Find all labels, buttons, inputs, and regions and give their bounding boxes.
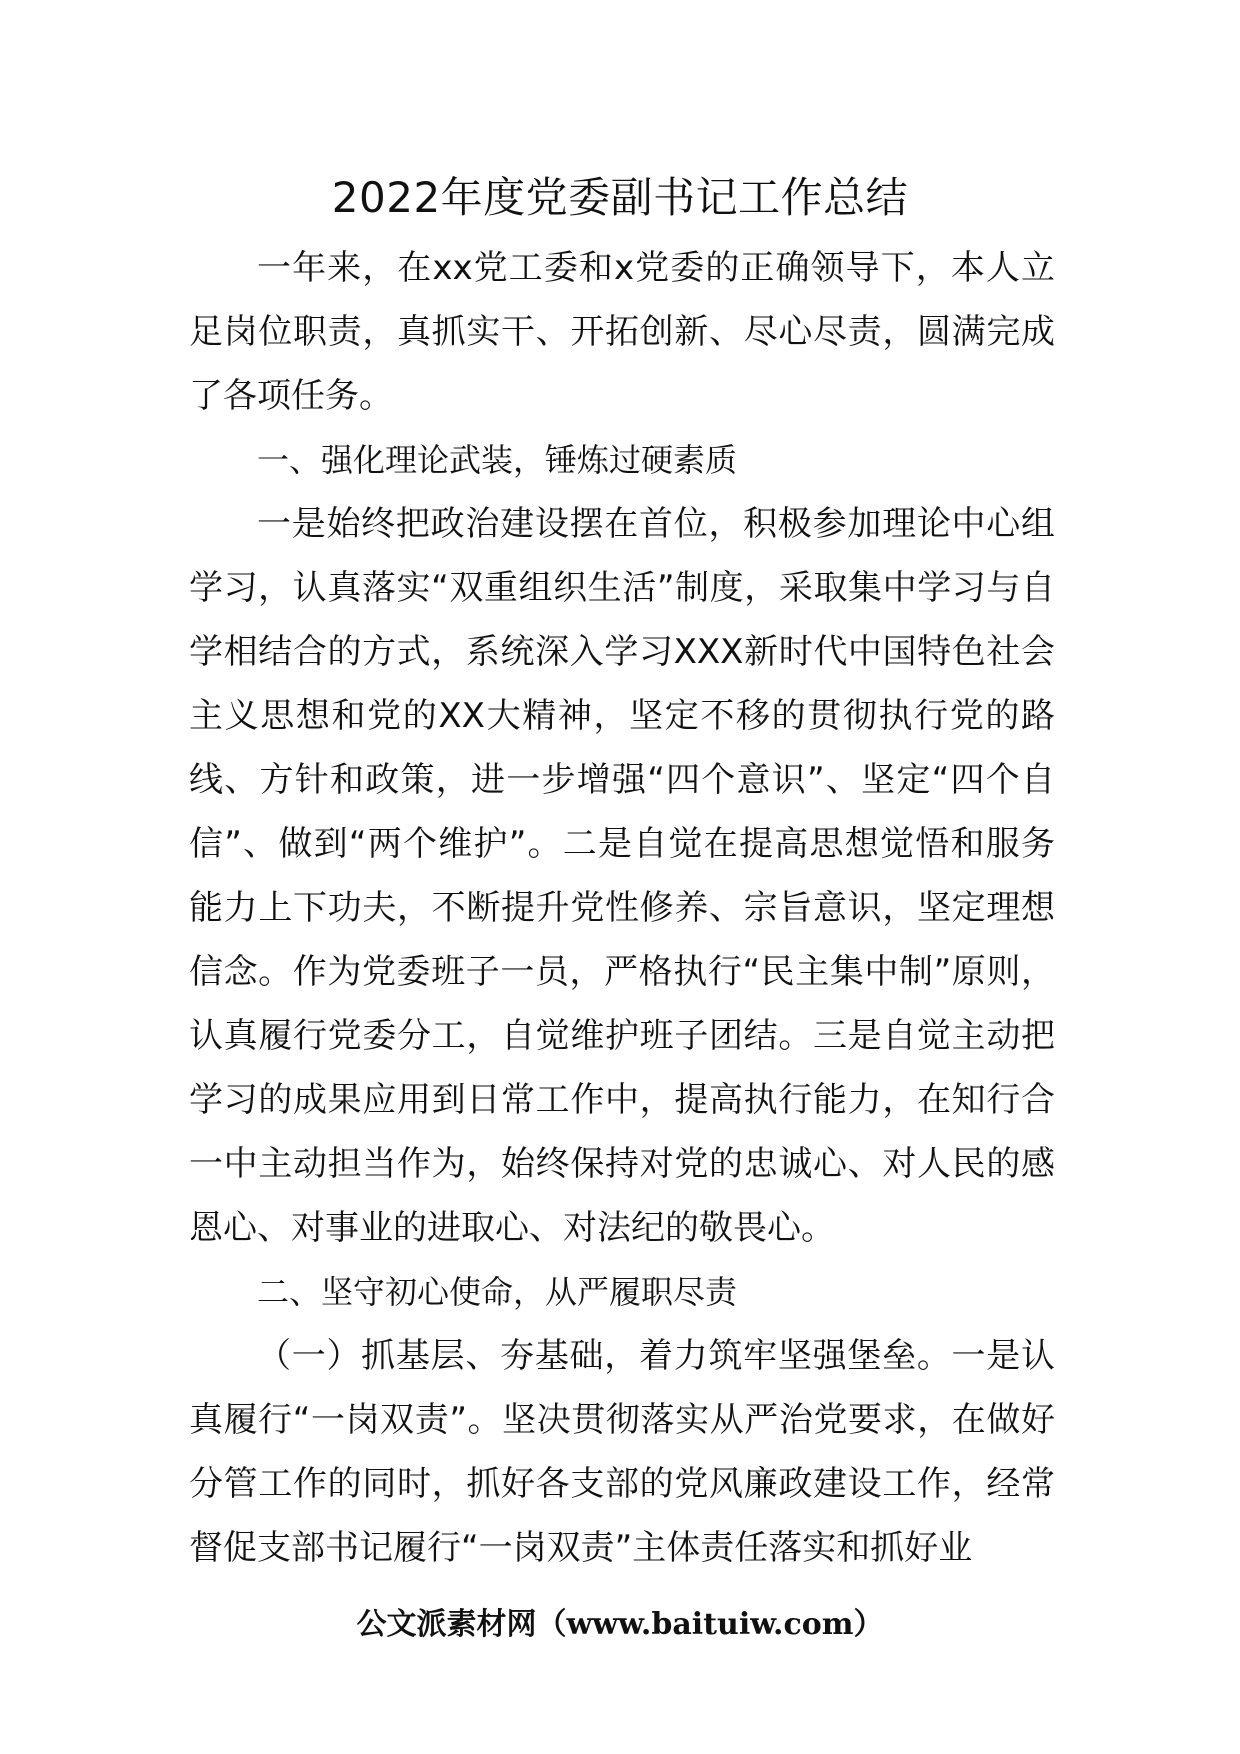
intro-paragraph: 一年来，在xx党工委和x党委的正确领导下，本人立足岗位职责，真抓实干、开拓创新、尽心尽责，圆满完成了各项任务。 bbox=[189, 248, 1055, 416]
section-1-paragraph: 一是始终把政治建设摆在首位，积极参加理论中心组学习，认真落实“双重组织生活”制度，采取集中学习与自学相结合的方式，系统深入学习XXX新时代中国特色社会主义思想和党的XX大精神，坚定不移的贯彻执行党的路线、方针和政策，进一步增强“四个意识”、坚定“四个自信”、做到“两个维护”。二是自觉在提高思想觉悟和服务能力上下功夫，不断提升党性修养、宗旨意识，坚定理想信念。作为党委班子一员，严格执行“民主集中制”原则，认真履行党委分工，自觉维护班子团结。三是自觉主动把学习的成果应用到日常工作中，提高执行能力，在知行合一中主动担当作为，始终保持对党的忠诚心、对人民的感恩心、对事业的进取心、对法纪的敬畏心。 bbox=[189, 504, 1055, 1248]
document-body bbox=[189, 236, 1055, 1580]
footer-source: 公文派素材网（www.baituiw.com） bbox=[356, 1607, 884, 1642]
section-heading-1: 一、强化理论武装，锤炼过硬素质 bbox=[257, 441, 738, 479]
section-2-paragraph: （一）抓基层、夯基础，着力筑牢坚强堡垒。一是认真履行“一岗双责”。坚决贯彻落实从严治党要求，在做好分管工作的同时，抓好各支部的党风廉政建设工作，经常督促支部书记履行“一岗双责”主体责任落实和抓好业 bbox=[189, 1336, 1055, 1568]
document-title: 2022年度党委副书记工作总结 bbox=[331, 173, 909, 222]
section-heading-2: 二、坚守初心使命，从严履职尽责 bbox=[257, 1273, 738, 1311]
